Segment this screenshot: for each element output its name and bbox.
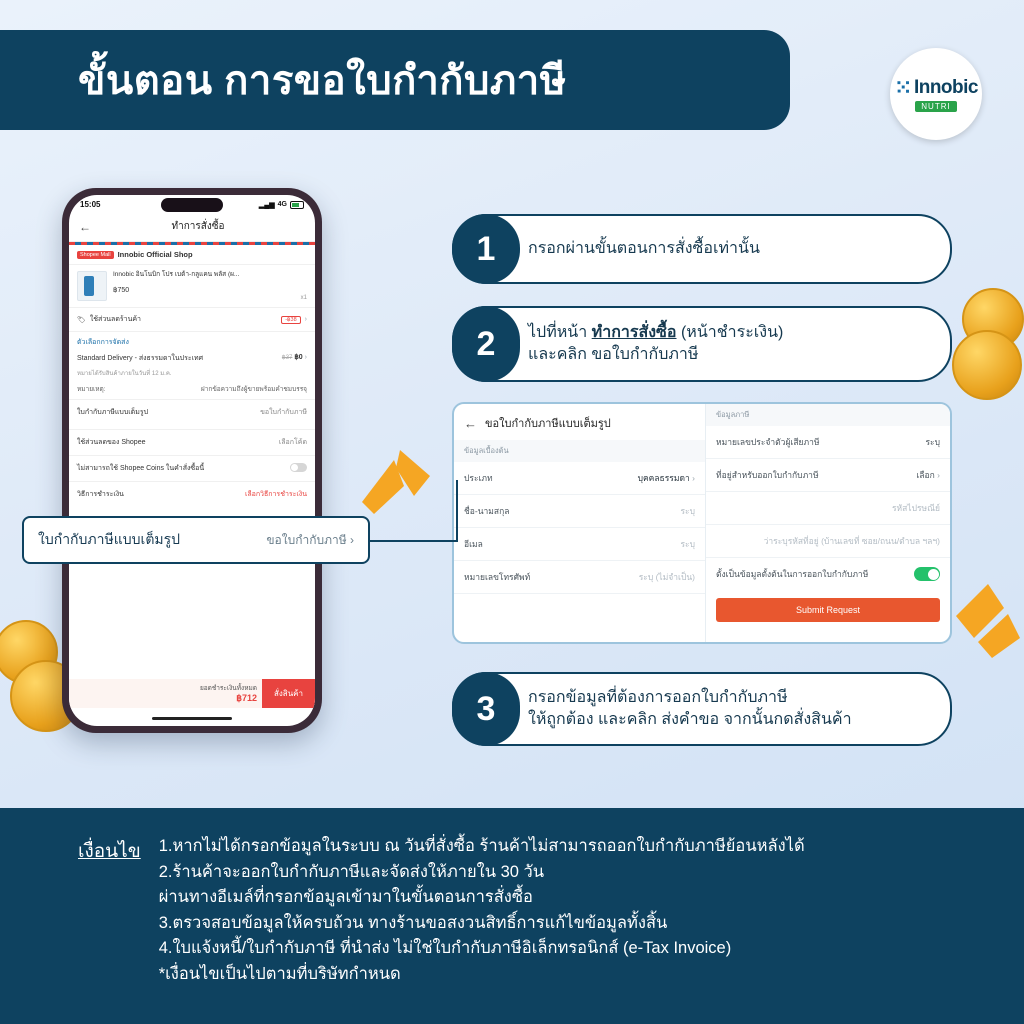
header-bar — [0, 30, 790, 130]
step-1-text: กรอกผ่านขั้นตอนการสั่งซื้อเท่านั้น — [528, 240, 760, 258]
shopee-voucher-action: เลือกโค้ด — [278, 439, 307, 446]
chevron-right-icon: › — [692, 473, 695, 483]
chevron-right-icon: › — [937, 470, 940, 480]
home-indicator — [152, 717, 232, 720]
invoice-callout[interactable] — [22, 516, 370, 564]
signal-icon: ▂▄▆ — [258, 201, 275, 209]
app-title: ทำการสั่งซื้อ — [171, 221, 225, 232]
shop-row[interactable] — [69, 245, 315, 265]
field-fullname-label: ชื่อ-นามสกุล — [464, 506, 510, 516]
logo-subtitle: NUTRI — [915, 101, 956, 112]
step-2-number: 2 — [452, 306, 520, 382]
shipping-section-title: ตัวเลือกการจัดส่ง — [77, 339, 129, 346]
status-bar — [69, 195, 315, 214]
field-phone-placeholder: ระบุ (ไม่จำเป็น) — [638, 572, 695, 582]
footer-line: 1.หากไม่ได้กรอกข้อมูลในระบบ ณ วันที่สั่งซื้อ ร้านค้าไม่สามารถออกใบกำกับภาษีย้อนหลังได้ — [158, 837, 805, 855]
field-phone-label: หมายเลขโทรศัพท์ — [464, 572, 531, 582]
logo-dots-icon: ⁙ — [894, 74, 912, 100]
shopee-voucher-row[interactable] — [69, 430, 315, 456]
shop-voucher-badge: -฿38 — [281, 316, 300, 324]
shopee-coins-toggle[interactable] — [290, 463, 307, 472]
step-3 — [452, 672, 952, 746]
product-price: ฿750 — [113, 287, 130, 295]
payment-method-label: วิธีการชำระเงิน — [77, 491, 124, 498]
phone-mockup — [62, 188, 322, 733]
shipping-price-new: ฿0 — [294, 354, 303, 361]
chevron-right-icon: › — [304, 354, 307, 361]
field-email-placeholder: ระบุ — [680, 539, 695, 549]
footer-line: 3.ตรวจสอบข้อมูลให้ครบถ้วน ทางร้านขอสงวนสิทธิ์การแก้ไขข้อมูลทั้งสิ้น — [158, 913, 668, 932]
step-1 — [452, 214, 952, 284]
invoice-basic-section-label: ข้อมูลเบื้องต้น — [454, 440, 705, 462]
step-1-number: 1 — [452, 214, 520, 284]
total-label: ยอดชำระเงินทั้งหมด — [199, 685, 258, 692]
status-icons — [259, 201, 304, 209]
mall-badge: Shopee Mall — [77, 251, 114, 259]
step-2-line1-bold: ทำการสั่งซื้อ — [591, 324, 677, 342]
arrow-decoration — [352, 440, 442, 520]
step-3-number: 3 — [452, 672, 520, 746]
logo-text — [894, 74, 978, 100]
field-phone[interactable] — [454, 561, 705, 594]
step-2-line2: และคลิก ขอใบกำกับภาษี — [528, 346, 699, 363]
invoice-request-label: ใบกำกับภาษีแบบเต็มรูป — [77, 409, 149, 416]
shipping-price-old: ฿37 — [281, 355, 293, 361]
shipping-row[interactable] — [69, 350, 315, 367]
logo-name: Innobic — [913, 76, 978, 98]
field-address[interactable] — [706, 459, 950, 492]
payment-method-action: เลือกวิธีการชำระเงิน — [244, 491, 307, 498]
field-taxid[interactable] — [706, 426, 950, 459]
network-label: 4G — [277, 201, 287, 208]
footer — [0, 808, 1024, 1024]
step-2-line1-post: (หน้าชำระเงิน) — [676, 324, 784, 342]
field-taxid-label: หมายเลขประจำตัวผู้เสียภาษี — [716, 437, 820, 447]
order-note-row[interactable] — [69, 379, 315, 400]
total-amount: ฿712 — [236, 693, 258, 703]
place-order-button[interactable]: สั่งสินค้า — [262, 679, 315, 708]
back-arrow-icon[interactable]: ← — [79, 219, 91, 234]
step-2-text — [528, 322, 783, 365]
footer-line: ผ่านทางอีเมล์ที่กรอกข้อมูลเข้ามาในขั้นตอนการสั่งซื้อ — [158, 888, 533, 907]
brand-logo — [890, 48, 982, 140]
app-header — [69, 214, 315, 242]
field-type[interactable] — [454, 462, 705, 495]
field-address-detail[interactable]: ว่าระบุรหัสที่อยู่ (บ้านเลขที่ ซอย/ถนน/ตำบล ฯลฯ) — [706, 525, 950, 558]
default-invoice-toggle[interactable] — [914, 567, 940, 581]
footer-line: 4.ใบแจ้งหนี้/ใบกำกับภาษี ที่นำส่ง ไม่ใช่ใบกำกับภาษีอิเล็กทรอนิกส์ (e-Tax Invoice) — [158, 939, 732, 958]
callout-connector — [370, 540, 458, 542]
invoice-request-row[interactable] — [69, 400, 315, 430]
chevron-right-icon: › — [304, 316, 307, 323]
step-3-line2: ให้ถูกต้อง และคลิก ส่งคำขอ จากนั้นกดสั่งสินค้า — [528, 711, 852, 728]
default-invoice-label: ตั้งเป็นข้อมูลตั้งต้นในการออกใบกำกับภาษี — [716, 569, 869, 579]
product-qty: x1 — [300, 295, 307, 301]
shop-name: Innobic Official Shop — [117, 250, 193, 259]
payment-method-row[interactable] — [69, 482, 315, 507]
invoice-form-left — [454, 404, 706, 642]
shopee-coins-row[interactable] — [69, 456, 315, 482]
footer-conditions — [159, 834, 805, 1024]
field-type-label: ประเภท — [464, 473, 493, 483]
shopee-coins-label: ไม่สามารถใช้ Shopee Coins ในคำสั่งซื้อนี้ — [77, 465, 205, 472]
shipping-note: หมายได้รับสินค้าภายในวันที่ 12 ม.ค. — [77, 371, 172, 377]
step-3-line1: กรอกข้อมูลที่ต้องการออกใบกำกับภาษี — [528, 689, 788, 707]
field-address-label: ที่อยู่สำหรับออกใบกำกับภาษี — [716, 470, 819, 480]
field-type-value: บุคคลธรรมดา — [637, 473, 690, 483]
invoice-form-title: ขอใบกำกับภาษีแบบเต็มรูป — [485, 418, 611, 430]
status-time: 15:05 — [80, 200, 101, 209]
back-arrow-icon[interactable]: ← — [464, 415, 477, 431]
submit-request-button[interactable]: Submit Request — [716, 598, 940, 622]
product-image — [77, 271, 107, 301]
order-note-value: ฝากข้อความถึงผู้ขายพร้อมคำชมบรรจุ — [200, 386, 307, 393]
field-taxid-placeholder: ระบุ — [925, 437, 940, 447]
invoice-request-action: ขอใบกำกับภาษี — [260, 409, 307, 416]
invoice-form-header — [454, 404, 705, 440]
battery-icon — [290, 201, 304, 209]
footer-line: 2.ร้านค้าจะออกใบกำกับภาษีและจัดส่งให้ภายใน 30 วัน — [158, 862, 545, 881]
invoice-tax-section-label: ข้อมูลภาษี — [706, 404, 950, 426]
default-invoice-toggle-row[interactable] — [706, 558, 950, 590]
field-fullname[interactable] — [454, 495, 705, 528]
arrow-decoration — [952, 580, 1022, 660]
field-postcode[interactable]: รหัสไปรษณีย์ — [706, 492, 950, 525]
coin-decoration — [952, 330, 1022, 400]
footer-line: *เงื่อนไขเป็นไปตามที่บริษัทกำหนด — [158, 964, 401, 983]
invoice-callout-action: ขอใบกำกับภาษี › — [266, 532, 354, 547]
field-email[interactable] — [454, 528, 705, 561]
step-2-line1-pre: ไปที่หน้า — [528, 324, 592, 342]
voucher-icon: 🏷 — [77, 316, 86, 324]
invoice-callout-label: ใบกำกับภาษีแบบเต็มรูป — [38, 531, 181, 547]
product-row[interactable] — [69, 265, 315, 308]
shop-voucher-label: ใช้ส่วนลดร้านค้า — [89, 316, 141, 323]
product-title: Innobic อินโนบิก โปร เบต้า-กลูแคน พลัส (ผ... — [113, 271, 240, 278]
field-email-label: อีเมล — [464, 539, 483, 549]
invoice-form-right — [706, 404, 950, 642]
footer-label: เงื่อนไข — [78, 841, 141, 862]
shop-voucher-row[interactable] — [69, 308, 315, 332]
shipping-label: Standard Delivery - ส่งธรรมดาในประเทศ — [77, 355, 204, 362]
field-fullname-placeholder: ระบุ — [680, 506, 695, 516]
phone-screen — [69, 195, 315, 726]
field-address-placeholder: เลือก — [916, 470, 935, 480]
notch — [161, 198, 223, 212]
invoice-form-panel — [452, 402, 952, 644]
order-note-label: หมายเหตุ: — [77, 386, 106, 393]
step-3-text — [528, 687, 852, 730]
shopee-voucher-label: ใช้ส่วนลดของ Shopee — [77, 439, 146, 446]
checkout-bar — [69, 679, 315, 708]
page-title: ขั้นตอน การขอใบกำกับภาษี — [78, 59, 567, 103]
step-2 — [452, 306, 952, 382]
